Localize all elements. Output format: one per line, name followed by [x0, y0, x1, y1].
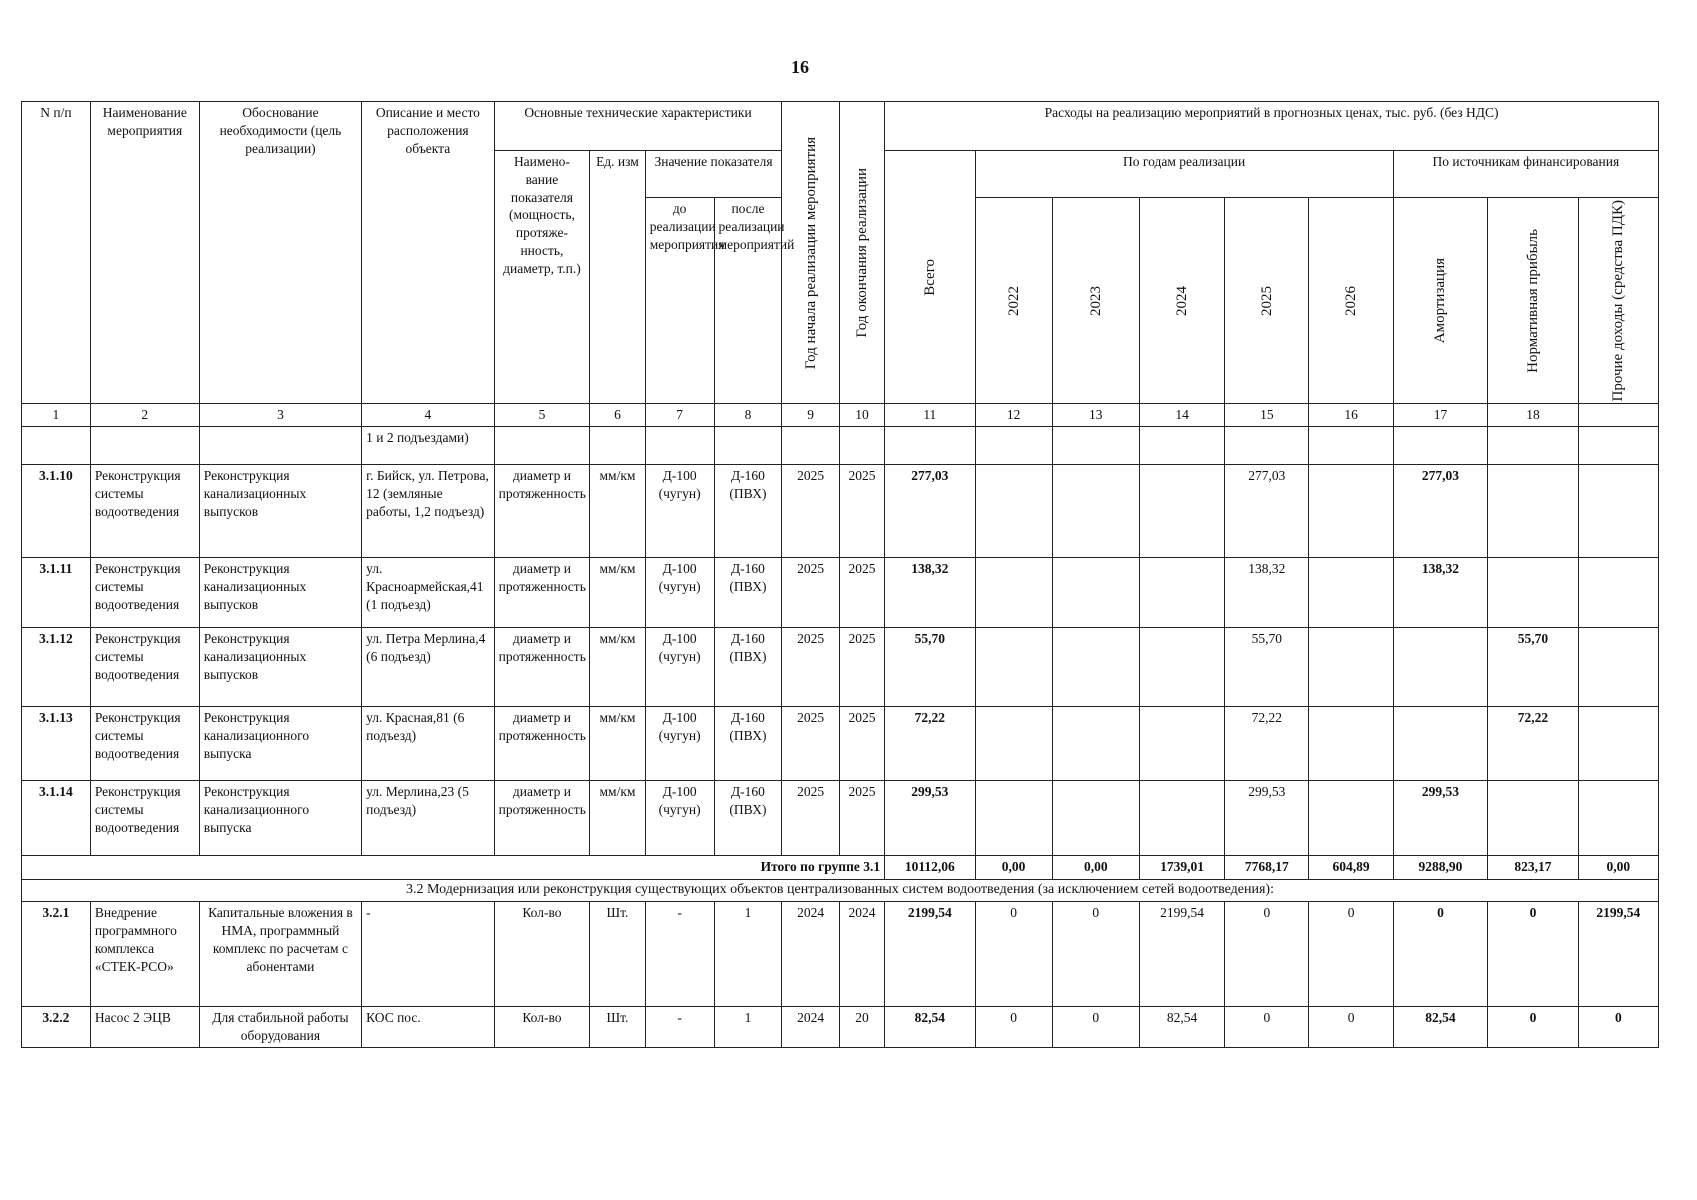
row-total: 277,03: [885, 465, 975, 558]
row-description: -: [362, 902, 495, 1007]
row-2022: 0: [975, 902, 1052, 1007]
row-description: ул. Красноармейская,41 (1 подъезд): [362, 558, 495, 628]
row-after: Д-160 (ПВХ): [714, 465, 782, 558]
row-end-year: 2025: [839, 781, 884, 856]
row-2025: 0: [1225, 1007, 1309, 1048]
row-number: 3.2.1: [22, 902, 91, 1007]
row-indicator: диаметр и протяженность: [494, 707, 590, 781]
header-after: после реализации мероприятий: [714, 198, 782, 404]
row-indicator: Кол-во: [494, 902, 590, 1007]
row-indicator: диаметр и протяженность: [494, 781, 590, 856]
header-total: Всего: [885, 151, 975, 404]
row-total: 55,70: [885, 628, 975, 707]
row-name: Реконструкция системы водоотведения: [90, 707, 199, 781]
row-name: Реконструкция системы водоотведения: [90, 465, 199, 558]
col-num: 5: [494, 404, 590, 427]
header-amortization: Амортизация: [1393, 198, 1488, 404]
row-total: 138,32: [885, 558, 975, 628]
table-row: [22, 707, 1659, 781]
header-by-years: По годам реализации: [975, 151, 1393, 198]
row-2022: [975, 558, 1052, 628]
header-tech: Основные технические характеристики: [494, 102, 782, 151]
row-other: [1578, 558, 1658, 628]
header-year-2026: 2026: [1309, 198, 1393, 404]
row-2025: 72,22: [1225, 707, 1309, 781]
col-num: 4: [362, 404, 495, 427]
row-2026: [1309, 707, 1393, 781]
row-2024: [1139, 628, 1224, 707]
table-row: [22, 902, 1659, 1007]
header-year-2023: 2023: [1052, 198, 1139, 404]
table-row: [22, 465, 1659, 558]
table-row: [22, 558, 1659, 628]
row-profit: [1488, 558, 1578, 628]
row-unit: мм/км: [590, 628, 645, 707]
subtotal-other: 0,00: [1578, 856, 1658, 880]
row-name: Реконструкция системы водоотведения: [90, 628, 199, 707]
header-year-2022: 2022: [975, 198, 1052, 404]
row-profit: [1488, 781, 1578, 856]
row-2025: 0: [1225, 902, 1309, 1007]
row-amortization: 299,53: [1393, 781, 1488, 856]
row-before: Д-100 (чугун): [645, 465, 714, 558]
header-start-year: Год начала реализации мероприятия: [782, 102, 840, 404]
header-by-sources: По источникам финансирования: [1393, 151, 1658, 198]
row-end-year: 2025: [839, 707, 884, 781]
row-name: Реконструкция системы водоотведения: [90, 781, 199, 856]
header-before: до реализации мероприятия: [645, 198, 714, 404]
header-value: Значение показателя: [645, 151, 782, 198]
row-2023: [1052, 465, 1139, 558]
table-row: [22, 1007, 1659, 1048]
row-unit: мм/км: [590, 465, 645, 558]
col-num: 7: [645, 404, 714, 427]
row-2024: [1139, 558, 1224, 628]
col-num: 6: [590, 404, 645, 427]
header-indicator: Наимено-вание показателя (мощность, протяже-нность, диаметр, т.п.): [494, 151, 590, 404]
row-end-year: 2025: [839, 558, 884, 628]
header-costs: Расходы на реализацию мероприятий в прогнозных ценах, тыс. руб. (без НДС): [885, 102, 1659, 151]
row-total: 82,54: [885, 1007, 975, 1048]
row-after: Д-160 (ПВХ): [714, 707, 782, 781]
row-other: 0: [1578, 1007, 1658, 1048]
row-unit: мм/км: [590, 707, 645, 781]
col-num: 18: [1488, 404, 1578, 427]
row-number: 3.1.12: [22, 628, 91, 707]
subtotal-label: Итого по группе 3.1: [22, 856, 885, 880]
row-after: 1: [714, 1007, 782, 1048]
col-num: 1: [22, 404, 91, 427]
row-reason: Реконструкция канализационного выпуска: [199, 707, 361, 781]
row-number: 3.2.2: [22, 1007, 91, 1048]
row-2025: 55,70: [1225, 628, 1309, 707]
row-indicator: диаметр и протяженность: [494, 628, 590, 707]
row-end-year: 2024: [839, 902, 884, 1007]
row-2023: [1052, 628, 1139, 707]
col-num: 17: [1393, 404, 1488, 427]
row-2023: [1052, 707, 1139, 781]
continuation-text: 1 и 2 подъездами): [362, 427, 495, 465]
section-row: [22, 880, 1659, 902]
row-amortization: 0: [1393, 902, 1488, 1007]
investment-table: [21, 101, 1659, 1048]
header-year-2024: 2024: [1139, 198, 1224, 404]
row-amortization: 138,32: [1393, 558, 1488, 628]
row-other: 2199,54: [1578, 902, 1658, 1007]
header-end-year: Год окончания реализации: [839, 102, 884, 404]
row-name: Внедрение программного комплекса «СТЕК-РСО»: [90, 902, 199, 1007]
row-indicator: Кол-во: [494, 1007, 590, 1048]
col-num: 14: [1139, 404, 1224, 427]
row-2022: 0: [975, 1007, 1052, 1048]
row-end-year: 2025: [839, 465, 884, 558]
row-2025: 138,32: [1225, 558, 1309, 628]
header-description: Описание и место расположения объекта: [362, 102, 495, 404]
col-num: 9: [782, 404, 840, 427]
col-num: 11: [885, 404, 975, 427]
col-num: [1578, 404, 1658, 427]
header-name: Наименование мероприятия: [90, 102, 199, 404]
row-unit: мм/км: [590, 781, 645, 856]
table-row: [22, 628, 1659, 707]
col-num: 8: [714, 404, 782, 427]
row-description: КОС пос.: [362, 1007, 495, 1048]
row-reason: Реконструкция канализационных выпусков: [199, 465, 361, 558]
row-2026: [1309, 465, 1393, 558]
row-number: 3.1.13: [22, 707, 91, 781]
page-number: 16: [791, 57, 809, 77]
row-before: Д-100 (чугун): [645, 781, 714, 856]
row-profit: 0: [1488, 902, 1578, 1007]
subtotal-2023: 0,00: [1052, 856, 1139, 880]
col-num: 3: [199, 404, 361, 427]
row-start-year: 2025: [782, 628, 840, 707]
header-reason: Обоснование необходимости (цель реализации): [199, 102, 361, 404]
row-2026: [1309, 558, 1393, 628]
subtotal-2024: 1739,01: [1139, 856, 1224, 880]
subtotal-2026: 604,89: [1309, 856, 1393, 880]
subtotal-amortization: 9288,90: [1393, 856, 1488, 880]
row-total: 72,22: [885, 707, 975, 781]
row-description: ул. Красная,81 (6 подъезд): [362, 707, 495, 781]
row-unit: Шт.: [590, 1007, 645, 1048]
col-num: 12: [975, 404, 1052, 427]
row-indicator: диаметр и протяженность: [494, 558, 590, 628]
row-amortization: [1393, 707, 1488, 781]
row-other: [1578, 781, 1658, 856]
col-num: 13: [1052, 404, 1139, 427]
col-num: 2: [90, 404, 199, 427]
row-before: Д-100 (чугун): [645, 558, 714, 628]
row-2024: [1139, 781, 1224, 856]
subtotal-profit: 823,17: [1488, 856, 1578, 880]
row-start-year: 2025: [782, 781, 840, 856]
table-row: [22, 781, 1659, 856]
header-profit: Нормативная прибыль: [1488, 198, 1578, 404]
row-number: 3.1.11: [22, 558, 91, 628]
col-num: 10: [839, 404, 884, 427]
row-before: -: [645, 1007, 714, 1048]
row-reason: Реконструкция канализационных выпусков: [199, 628, 361, 707]
subtotal-2025: 7768,17: [1225, 856, 1309, 880]
row-profit: [1488, 465, 1578, 558]
row-start-year: 2025: [782, 465, 840, 558]
row-total: 299,53: [885, 781, 975, 856]
row-name: Насос 2 ЭЦВ: [90, 1007, 199, 1048]
row-end-year: 2025: [839, 628, 884, 707]
row-indicator: диаметр и протяженность: [494, 465, 590, 558]
row-2026: 0: [1309, 902, 1393, 1007]
row-amortization: 277,03: [1393, 465, 1488, 558]
continuation-row: [22, 427, 1659, 465]
row-total: 2199,54: [885, 902, 975, 1007]
row-after: 1: [714, 902, 782, 1007]
row-2026: [1309, 781, 1393, 856]
row-2024: 82,54: [1139, 1007, 1224, 1048]
row-other: [1578, 707, 1658, 781]
row-2022: [975, 628, 1052, 707]
col-num: 15: [1225, 404, 1309, 427]
row-description: г. Бийск, ул. Петрова, 12 (земляные работы, 1,2 подъезд): [362, 465, 495, 558]
row-start-year: 2025: [782, 558, 840, 628]
row-start-year: 2024: [782, 1007, 840, 1048]
row-2022: [975, 707, 1052, 781]
row-after: Д-160 (ПВХ): [714, 628, 782, 707]
row-reason: Для стабильной работы оборудования: [199, 1007, 361, 1048]
row-before: Д-100 (чугун): [645, 628, 714, 707]
row-2023: 0: [1052, 902, 1139, 1007]
row-2026: [1309, 628, 1393, 707]
row-reason: Капитальные вложения в НМА, программный комплекс по расчетам с абонентами: [199, 902, 361, 1007]
row-before: Д-100 (чугун): [645, 707, 714, 781]
row-reason: Реконструкция канализационного выпуска: [199, 781, 361, 856]
row-start-year: 2025: [782, 707, 840, 781]
row-amortization: [1393, 628, 1488, 707]
row-2025: 299,53: [1225, 781, 1309, 856]
col-num: 16: [1309, 404, 1393, 427]
row-2025: 277,03: [1225, 465, 1309, 558]
row-profit: 55,70: [1488, 628, 1578, 707]
row-2023: [1052, 558, 1139, 628]
section-title: 3.2 Модернизация или реконструкция существующих объектов централизованных систем водоотведения (за исключением сетей водоотведения):: [22, 880, 1659, 902]
row-profit: 72,22: [1488, 707, 1578, 781]
row-after: Д-160 (ПВХ): [714, 558, 782, 628]
row-2024: [1139, 465, 1224, 558]
row-end-year: 20: [839, 1007, 884, 1048]
row-unit: Шт.: [590, 902, 645, 1007]
header-n: N п/п: [22, 102, 91, 404]
subtotal-2022: 0,00: [975, 856, 1052, 880]
row-2023: [1052, 781, 1139, 856]
row-number: 3.1.14: [22, 781, 91, 856]
row-description: ул. Мерлина,23 (5 подъезд): [362, 781, 495, 856]
row-before: -: [645, 902, 714, 1007]
row-2024: [1139, 707, 1224, 781]
row-2023: 0: [1052, 1007, 1139, 1048]
row-profit: 0: [1488, 1007, 1578, 1048]
column-number-row: [22, 404, 1659, 427]
row-after: Д-160 (ПВХ): [714, 781, 782, 856]
row-name: Реконструкция системы водоотведения: [90, 558, 199, 628]
row-2026: 0: [1309, 1007, 1393, 1048]
row-reason: Реконструкция канализационных выпусков: [199, 558, 361, 628]
subtotal-total: 10112,06: [885, 856, 975, 880]
row-number: 3.1.10: [22, 465, 91, 558]
row-2022: [975, 781, 1052, 856]
row-start-year: 2024: [782, 902, 840, 1007]
row-2022: [975, 465, 1052, 558]
header-unit: Ед. изм: [590, 151, 645, 404]
row-2024: 2199,54: [1139, 902, 1224, 1007]
header-other-income: Прочие доходы (средства ПДК): [1578, 198, 1658, 404]
row-other: [1578, 628, 1658, 707]
row-amortization: 82,54: [1393, 1007, 1488, 1048]
row-other: [1578, 465, 1658, 558]
row-description: ул. Петра Мерлина,4 (6 подъезд): [362, 628, 495, 707]
subtotal-row: [22, 856, 1659, 880]
header-year-2025: 2025: [1225, 198, 1309, 404]
row-unit: мм/км: [590, 558, 645, 628]
